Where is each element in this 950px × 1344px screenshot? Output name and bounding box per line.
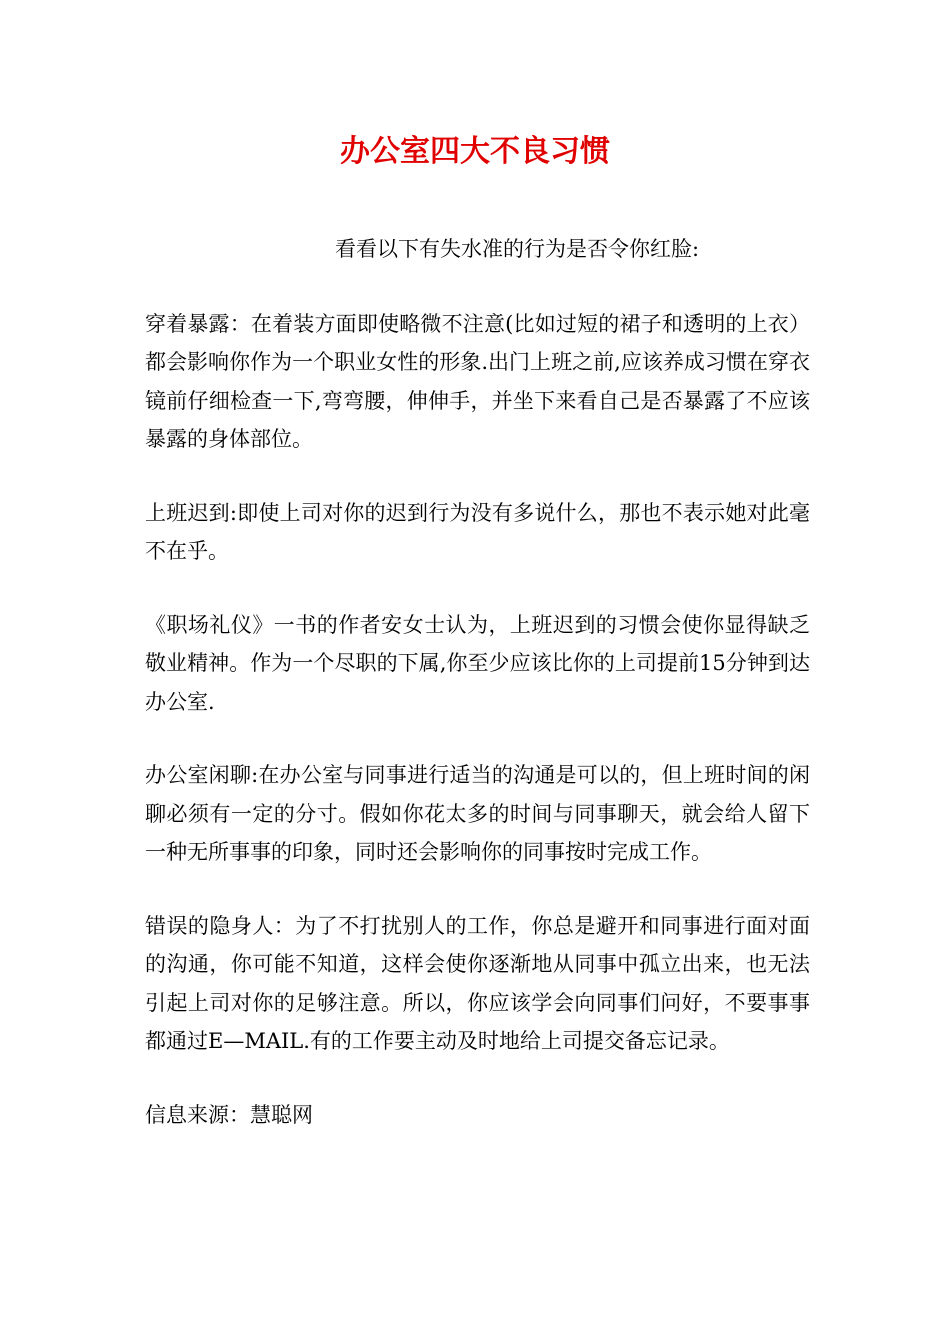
paragraph-invisible-person: 错误的隐身人：为了不打扰别人的工作，你总是避开和同事进行面对面的沟通，你可能不知道，这样会使你逐渐地从同事中孤立出来，也无法引起上司对你的足够注意。所以，你应该学会向同事们问好，不要事事都通过E—MAIL.有的工作要主动及时地给上司提交备忘记录。 [145,913,810,1053]
document-title: 办公室四大不良习惯 [340,134,610,169]
paragraph-etiquette-book: 《职场礼仪》一书的作者安女士认为，上班迟到的习惯会使你显得缺乏敬业精神。作为一个尽职的下属,你至少应该比你的上司提前15分钟到达办公室. [145,612,810,714]
source-line: 信息来源：慧聪网 [145,1102,313,1127]
intro-paragraph: 看看以下有失水准的行为是否令你红脸: [335,237,700,261]
paragraph-revealing-clothes: 穿着暴露：在着装方面即使略微不注意(比如过短的裙子和透明的上衣）都会影响你作为一个职业女性的形象.出门上班之前,应该养成习惯在穿衣镜前仔细检查一下,弯弯腰，伸伸手，并坐下来看自己是否暴露了不应该暴露的身体部位。 [145,311,810,451]
document-body [145,230,810,1169]
paragraph-late-to-work: 上班迟到:即使上司对你的迟到行为没有多说什么，那也不表示她对此毫不在乎。 [145,500,810,563]
paragraph-office-chatting: 办公室闲聊:在办公室与同事进行适当的沟通是可以的，但上班时间的闲聊必须有一定的分寸。假如你花太多的时间与同事聊天，就会给人留下一种无所事事的印象，同时还会影响你的同事按时完成工作。 [145,763,810,864]
